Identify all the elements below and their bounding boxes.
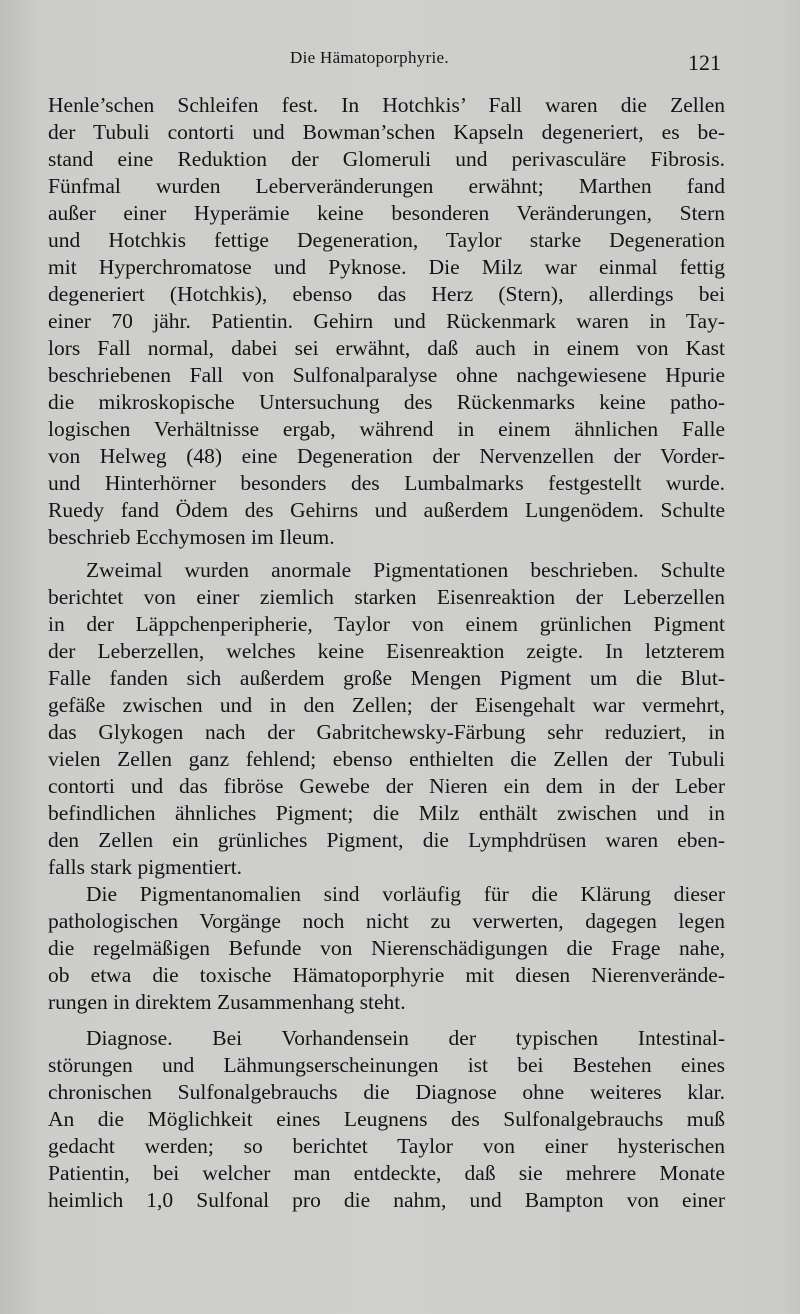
text-line: vielen Zellen ganz fehlend; ebenso enthielten die Zellen der Tubuli [48,747,725,771]
text-line: beschriebenen Fall von Sulfonalparalyse ohne nachgewiesene Hpurie [48,363,725,387]
text-line: von Helweg (48) eine Degeneration der Nervenzellen der Vorder- [48,444,725,468]
text-line: Henle’schen Schleifen fest. In Hotchkis’ Fall waren die Zellen [48,93,725,117]
text-line: lors Fall normal, dabei sei erwähnt, daß auch in einem von Kast [48,336,725,360]
text-line: in der Läppchenperipherie, Taylor von einem grünlichen Pigment [48,612,725,636]
text-line: Zweimal wurden anormale Pigmentationen beschrieben. Schulte [86,558,725,582]
text-line: chronischen Sulfonalgebrauchs die Diagnose ohne weiteres klar. [48,1080,725,1104]
text-line: contorti und das fibröse Gewebe der Nieren ein dem in der Leber [48,774,725,798]
text-line: pathologischen Vorgänge noch nicht zu verwerten, dagegen legen [48,909,725,933]
text-line: einer 70 jähr. Patientin. Gehirn und Rückenmark waren in Tay- [48,309,725,333]
text-line: beschrieb Ecchymosen im Ileum. [48,525,335,549]
text-line: Ruedy fand Ödem des Gehirns und außerdem Lungenödem. Schulte [48,498,725,522]
text-line: und Hinterhörner besonders des Lumbalmarks festgestellt wurde. [48,471,725,495]
text-line: den Zellen ein grünliches Pigment, die Lymphdrüsen waren eben- [48,828,725,852]
text-line: die mikroskopische Untersuchung des Rückenmarks keine patho- [48,390,725,414]
text-line: der Tubuli contorti und Bowman’schen Kapseln degeneriert, es be- [48,120,725,144]
text-line: heimlich 1,0 Sulfonal pro die nahm, und Bampton von einer [48,1188,725,1212]
text-line: Falle fanden sich außerdem große Mengen Pigment um die Blut- [48,666,725,690]
text-line: logischen Verhältnisse ergab, während in einem ähnlichen Falle [48,417,725,441]
text-line: befindlichen ähnliches Pigment; die Milz enthält zwischen und in [48,801,725,825]
section-lead-line: Diagnose. Bei Vorhandensein der typischen Intestinal- [86,1026,725,1050]
text-line: mit Hyperchromatose und Pyknose. Die Milz war einmal fettig [48,255,725,279]
text-line: rungen in direktem Zusammenhang steht. [48,990,406,1014]
text-line: gedacht werden; so berichtet Taylor von einer hysterischen [48,1134,725,1158]
text-line: ob etwa die toxische Hämatoporphyrie mit diesen Nierenverände- [48,963,725,987]
text-line: außer einer Hyperämie keine besonderen Veränderungen, Stern [48,201,725,225]
text-line: stand eine Reduktion der Glomeruli und perivasculäre Fibrosis. [48,147,725,171]
running-head: Die Hämatoporphyrie. [290,48,449,67]
text-line: An die Möglichkeit eines Leugnens des Sulfonalgebrauchs muß [48,1107,725,1131]
text-line: Fünfmal wurden Leberveränderungen erwähnt; Marthen fand [48,174,725,198]
page-number: 121 [688,50,721,75]
text-line: berichtet von einer ziemlich starken Eisenreaktion der Leberzellen [48,585,725,609]
text-line: die regelmäßigen Befunde von Nierenschädigungen die Frage nahe, [48,936,725,960]
text-line: falls stark pigmentiert. [48,855,243,879]
text-line: Die Pigmentanomalien sind vorläufig für die Klärung dieser [86,882,725,906]
text-line: Patientin, bei welcher man entdeckte, daß sie mehrere Monate [48,1161,725,1185]
text-line: gefäße zwischen und in den Zellen; der Eisengehalt war vermehrt, [48,693,725,717]
text-line: und Hotchkis fettige Degeneration, Taylor starke Degeneration [48,228,725,252]
body-text [48,92,725,1214]
text-line: das Glykogen nach der Gabritchewsky-Färbung sehr reduziert, in [48,720,725,744]
text-line: degeneriert (Hotchkis), ebenso das Herz (Stern), allerdings bei [48,282,725,306]
text-line: der Leberzellen, welches keine Eisenreaktion zeigte. In letzterem [48,639,725,663]
text-line: störungen und Lähmungserscheinungen ist bei Bestehen eines [48,1053,725,1077]
